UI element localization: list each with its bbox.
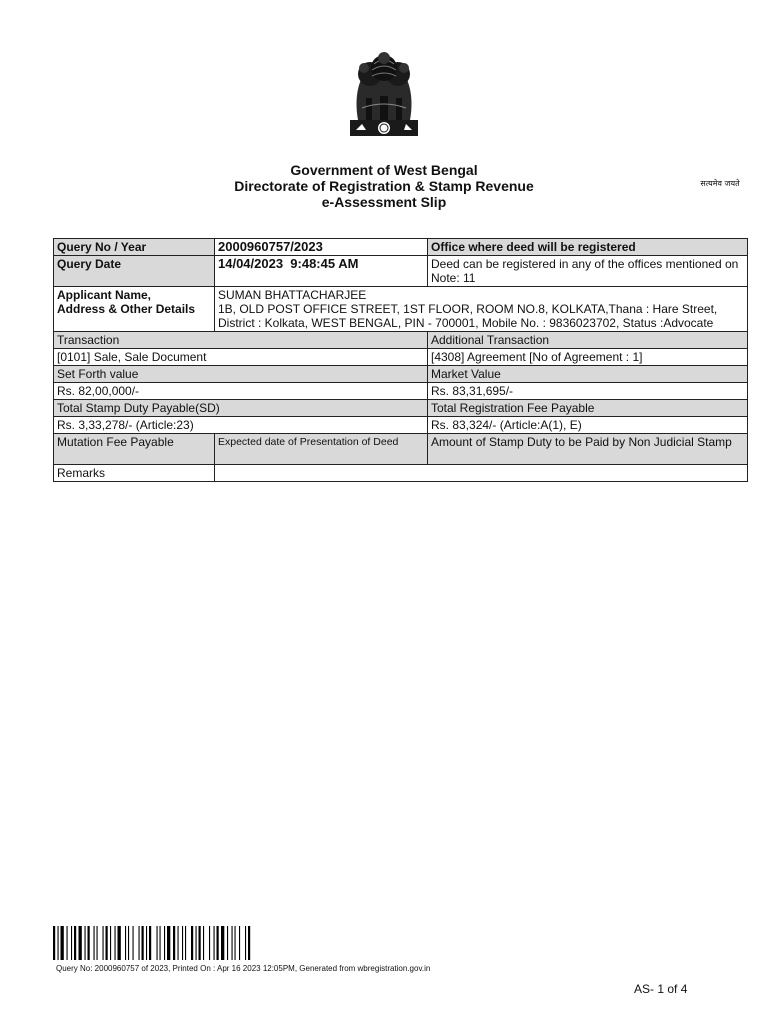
slip-title: e-Assessment Slip bbox=[321, 194, 447, 210]
query-date-value: 14/04/2023 9:48:45 AM bbox=[215, 256, 428, 287]
printed-info: Query No: 2000960757 of 2023, Printed On : Apr 16 2023 12:05PM, Generated from wbregistration.gov.in bbox=[56, 964, 431, 973]
directorate-title: Directorate of Registration & Stamp Revenue bbox=[234, 178, 534, 194]
table-row bbox=[54, 287, 748, 332]
table-row bbox=[54, 383, 748, 400]
government-title: Government of West Bengal bbox=[290, 162, 478, 178]
emblem-motto: सत्यमेव जयते bbox=[700, 179, 740, 188]
remarks-label: Remarks bbox=[54, 465, 215, 482]
table-row bbox=[54, 366, 748, 383]
table-row bbox=[54, 465, 748, 482]
stamp-duty-label: Total Stamp Duty Payable(SD) bbox=[54, 400, 428, 417]
table-row bbox=[54, 239, 748, 256]
applicant-details-cell bbox=[215, 287, 748, 332]
table-row bbox=[54, 256, 748, 287]
applicant-label bbox=[54, 287, 215, 332]
office-label: Office where deed will be registered bbox=[428, 239, 748, 256]
transaction-label: Transaction bbox=[54, 332, 428, 349]
applicant-details: 1B, OLD POST OFFICE STREET, 1ST FLOOR, ROOM NO.8, KOLKATA,Thana : Hare Street, District : Kolkata, WEST BENGAL, PIN - 700001, Mobile No. : 9836023702, Status :Advocate bbox=[218, 302, 718, 330]
query-date-label: Query Date bbox=[54, 256, 215, 287]
applicant-name: SUMAN BHATTACHARJEE bbox=[218, 288, 367, 302]
query-no-label: Query No / Year bbox=[54, 239, 215, 256]
document-header bbox=[0, 162, 768, 210]
table-row bbox=[54, 400, 748, 417]
applicant-label-line1: Applicant Name, bbox=[57, 288, 152, 302]
market-value-label: Market Value bbox=[428, 366, 748, 383]
stamp-duty-value: Rs. 3,33,278/- (Article:23) bbox=[54, 417, 428, 434]
query-barcode bbox=[53, 926, 315, 960]
set-forth-label: Set Forth value bbox=[54, 366, 428, 383]
query-no-value: 2000960757/2023 bbox=[215, 239, 428, 256]
additional-transaction-value: [4308] Agreement [No of Agreement : 1] bbox=[428, 349, 748, 366]
table-row bbox=[54, 434, 748, 465]
applicant-label-line2: Address & Other Details bbox=[57, 302, 196, 316]
table-row bbox=[54, 417, 748, 434]
registration-fee-label: Total Registration Fee Payable bbox=[428, 400, 748, 417]
market-value-value: Rs. 83,31,695/- bbox=[428, 383, 748, 400]
additional-transaction-label: Additional Transaction bbox=[428, 332, 748, 349]
barcode-icon bbox=[53, 926, 315, 960]
set-forth-value: Rs. 82,00,000/- bbox=[54, 383, 428, 400]
remarks-value bbox=[215, 465, 748, 482]
page-number: AS- 1 of 4 bbox=[634, 982, 688, 996]
table-row bbox=[54, 349, 748, 366]
table-row bbox=[54, 332, 748, 349]
transaction-value: [0101] Sale, Sale Document bbox=[54, 349, 428, 366]
mutation-fee-label: Mutation Fee Payable bbox=[54, 434, 215, 465]
ashoka-lion-emblem-icon bbox=[336, 38, 432, 142]
registration-fee-value: Rs. 83,324/- (Article:A(1), E) bbox=[428, 417, 748, 434]
office-value: Deed can be registered in any of the offices mentioned on Note: 11 bbox=[428, 256, 748, 287]
assessment-table bbox=[53, 238, 748, 482]
non-judicial-stamp-label: Amount of Stamp Duty to be Paid by Non Judicial Stamp bbox=[428, 434, 748, 465]
expected-date-label: Expected date of Presentation of Deed bbox=[215, 434, 428, 465]
